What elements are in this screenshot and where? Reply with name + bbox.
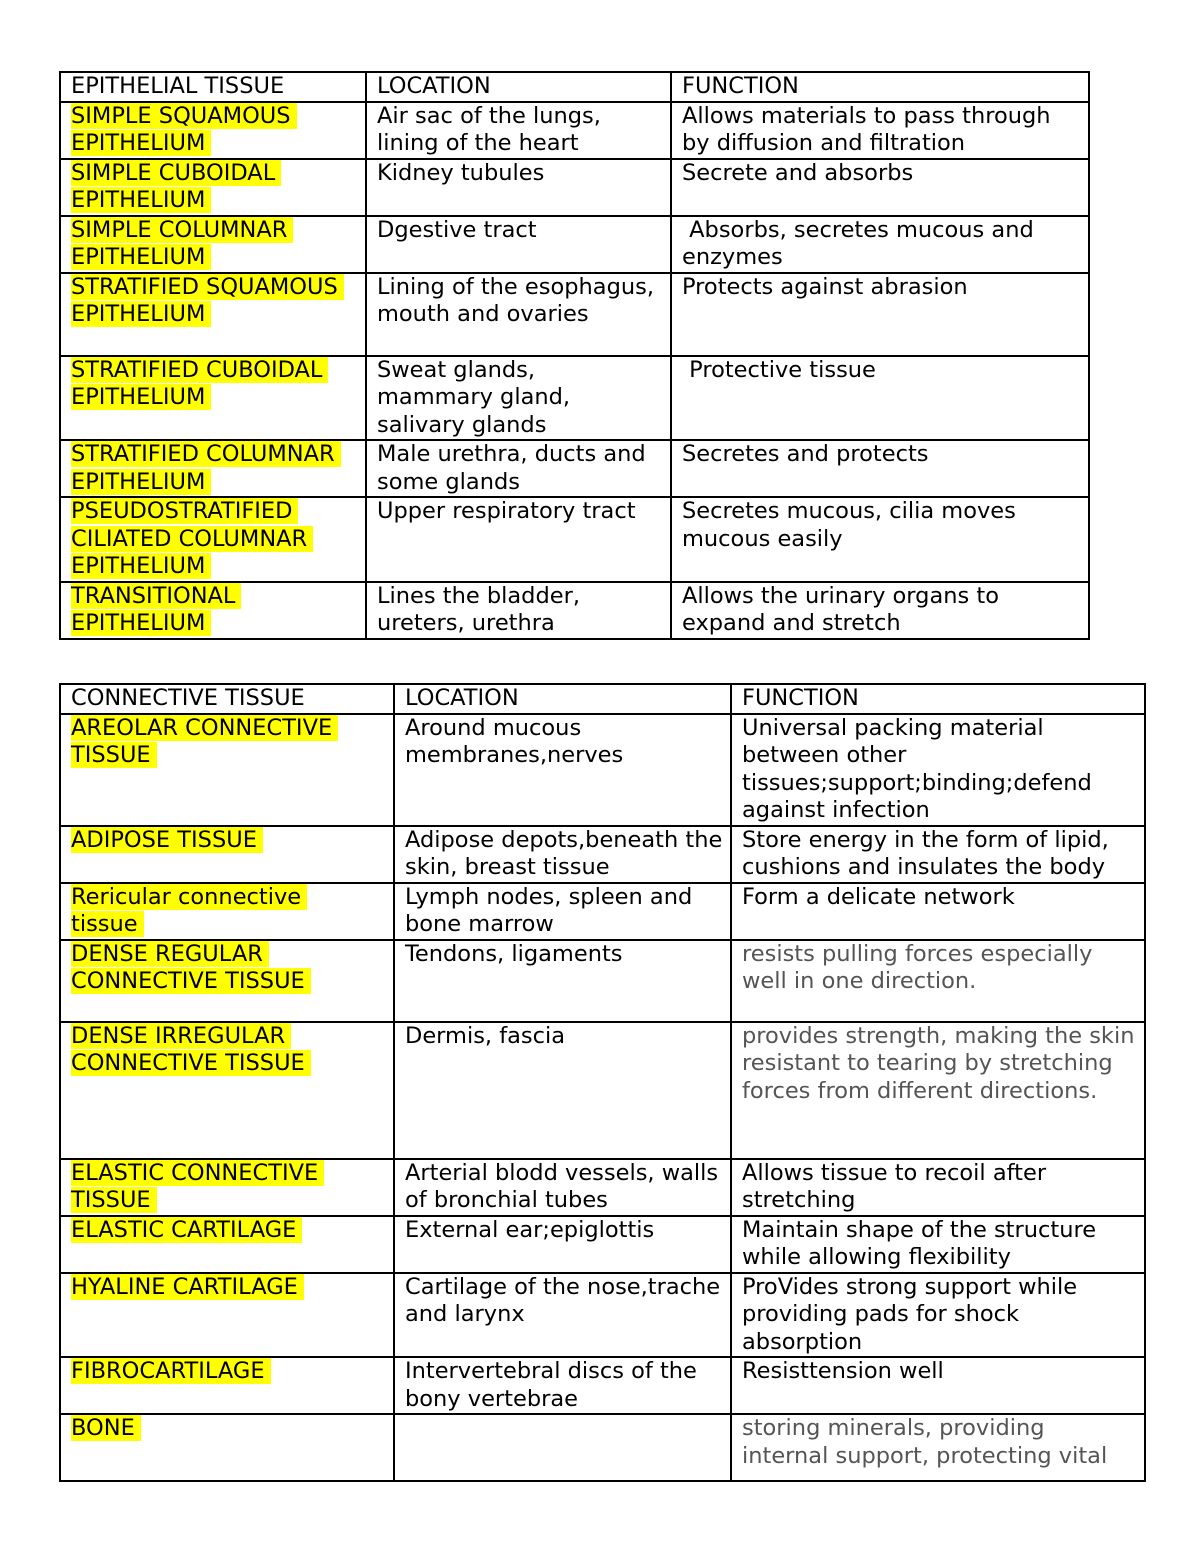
table-row <box>60 1357 1145 1414</box>
tissue-name-cell <box>60 1022 394 1159</box>
table-row <box>60 1216 1145 1273</box>
highlighted-tissue-name: STRATIFIED SQUAMOUS <box>71 274 344 300</box>
function-cell: provides strength, making the skin resistant to tearing by stretching forces from different directions. <box>731 1022 1145 1159</box>
table-row <box>60 497 1089 582</box>
table-row <box>60 1414 1145 1481</box>
table-row <box>60 356 1089 441</box>
highlighted-tissue-name: ADIPOSE TISSUE <box>71 827 263 853</box>
header-cell: LOCATION <box>394 684 731 714</box>
tissue-name-cell <box>60 1273 394 1358</box>
header-cell: FUNCTION <box>671 72 1089 102</box>
function-cell: Protects against abrasion <box>671 273 1089 356</box>
highlighted-tissue-name: TRANSITIONAL <box>71 583 241 609</box>
table-row <box>60 216 1089 273</box>
highlighted-tissue-name: SIMPLE SQUAMOUS <box>71 103 297 129</box>
location-cell: Lymph nodes, spleen and bone marrow <box>394 883 731 940</box>
highlighted-tissue-name: AREOLAR CONNECTIVE <box>71 715 338 741</box>
function-cell: Absorbs, secretes mucous and enzymes <box>671 216 1089 273</box>
highlighted-tissue-name: SIMPLE CUBOIDAL <box>71 160 281 186</box>
highlighted-tissue-name: EPITHELIUM <box>71 187 211 213</box>
tissue-name-cell <box>60 216 366 273</box>
tissue-name-cell <box>60 356 366 441</box>
tissue-name-cell <box>60 826 394 883</box>
highlighted-tissue-name: ELASTIC CARTILAGE <box>71 1217 302 1243</box>
table-row <box>60 1273 1145 1358</box>
highlighted-tissue-name: EPITHELIUM <box>71 301 211 327</box>
location-cell: Dgestive tract <box>366 216 671 273</box>
function-cell: Secretes mucous, cilia moves mucous easily <box>671 497 1089 582</box>
highlighted-tissue-name: DENSE IRREGULAR <box>71 1023 291 1049</box>
location-cell: Male urethra, ducts and some glands <box>366 440 671 497</box>
header-cell: LOCATION <box>366 72 671 102</box>
highlighted-tissue-name: FIBROCARTILAGE <box>71 1358 271 1384</box>
function-cell: Universal packing material between other tissues;support;binding;defend against infection <box>731 714 1145 826</box>
tissue-name-cell <box>60 497 366 582</box>
location-cell: Around mucous membranes,nerves <box>394 714 731 826</box>
location-cell: Intervertebral discs of the bony vertebrae <box>394 1357 731 1414</box>
header-cell: EPITHELIAL TISSUE <box>60 72 366 102</box>
function-cell: storing minerals, providing internal support, protecting vital <box>731 1414 1145 1481</box>
location-cell: Adipose depots,beneath the skin, breast tissue <box>394 826 731 883</box>
tissue-name-cell <box>60 1216 394 1273</box>
location-cell: Lining of the esophagus, mouth and ovaries <box>366 273 671 356</box>
function-cell: Maintain shape of the structure while allowing flexibility <box>731 1216 1145 1273</box>
tissue-name-cell <box>60 102 366 159</box>
function-cell: Allows tissue to recoil after stretching <box>731 1159 1145 1216</box>
function-cell: resists pulling forces especially well in one direction. <box>731 940 1145 1022</box>
location-cell: Air sac of the lungs, lining of the heart <box>366 102 671 159</box>
tissue-name-cell <box>60 714 394 826</box>
highlighted-tissue-name: DENSE REGULAR <box>71 941 269 967</box>
location-cell: Dermis, fascia <box>394 1022 731 1159</box>
table-row <box>60 883 1145 940</box>
function-cell: Form a delicate network <box>731 883 1145 940</box>
table-row <box>60 1159 1145 1216</box>
function-cell: Secrete and absorbs <box>671 159 1089 216</box>
table-row <box>60 1022 1145 1159</box>
tissue-name-cell <box>60 159 366 216</box>
table-header-row <box>60 72 1089 102</box>
table-row <box>60 826 1145 883</box>
tissue-name-cell <box>60 883 394 940</box>
highlighted-tissue-name: TISSUE <box>71 1187 157 1213</box>
location-cell: Lines the bladder, ureters, urethra <box>366 582 671 639</box>
highlighted-tissue-name: tissue <box>71 911 144 937</box>
table-row <box>60 714 1145 826</box>
location-cell: Sweat glands, mammary gland, salivary glands <box>366 356 671 441</box>
function-cell: Allows the urinary organs to expand and stretch <box>671 582 1089 639</box>
highlighted-tissue-name: BONE <box>71 1415 141 1441</box>
location-cell: Upper respiratory tract <box>366 497 671 582</box>
location-cell: Arterial blodd vessels, walls of bronchial tubes <box>394 1159 731 1216</box>
table-row <box>60 440 1089 497</box>
highlighted-tissue-name: EPITHELIUM <box>71 469 211 495</box>
highlighted-tissue-name: SIMPLE COLUMNAR <box>71 217 293 243</box>
tissue-name-cell <box>60 582 366 639</box>
function-cell: Store energy in the form of lipid, cushions and insulates the body <box>731 826 1145 883</box>
highlighted-tissue-name: PSEUDOSTRATIFIED <box>71 498 298 524</box>
highlighted-tissue-name: CONNECTIVE TISSUE <box>71 968 311 994</box>
highlighted-tissue-name: EPITHELIUM <box>71 384 211 410</box>
location-cell: Cartilage of the nose,trache and larynx <box>394 1273 731 1358</box>
tissue-name-cell <box>60 1414 394 1481</box>
function-cell: Allows materials to pass through by diffusion and filtration <box>671 102 1089 159</box>
highlighted-tissue-name: CILIATED COLUMNAR <box>71 526 313 552</box>
highlighted-tissue-name: EPITHELIUM <box>71 130 211 156</box>
tissue-name-cell <box>60 1357 394 1414</box>
header-cell: FUNCTION <box>731 684 1145 714</box>
function-cell: ProVides strong support while providing pads for shock absorption <box>731 1273 1145 1358</box>
location-cell: External ear;epiglottis <box>394 1216 731 1273</box>
epithelial-tissue-table <box>59 71 1090 640</box>
highlighted-tissue-name: TISSUE <box>71 742 157 768</box>
highlighted-tissue-name: EPITHELIUM <box>71 244 211 270</box>
highlighted-tissue-name: STRATIFIED COLUMNAR <box>71 441 341 467</box>
function-cell: Protective tissue <box>671 356 1089 441</box>
highlighted-tissue-name: CONNECTIVE TISSUE <box>71 1050 311 1076</box>
highlighted-tissue-name: ELASTIC CONNECTIVE <box>71 1160 324 1186</box>
tissue-name-cell <box>60 273 366 356</box>
function-cell: Resisttension well <box>731 1357 1145 1414</box>
header-cell: CONNECTIVE TISSUE <box>60 684 394 714</box>
highlighted-tissue-name: EPITHELIUM <box>71 553 211 579</box>
location-cell <box>394 1414 731 1481</box>
table-row <box>60 102 1089 159</box>
location-cell: Tendons, ligaments <box>394 940 731 1022</box>
table-row <box>60 159 1089 216</box>
table-header-row <box>60 684 1145 714</box>
highlighted-tissue-name: STRATIFIED CUBOIDAL <box>71 357 328 383</box>
table-row <box>60 940 1145 1022</box>
highlighted-tissue-name: EPITHELIUM <box>71 610 211 636</box>
tissue-name-cell <box>60 440 366 497</box>
function-cell: Secretes and protects <box>671 440 1089 497</box>
location-cell: Kidney tubules <box>366 159 671 216</box>
highlighted-tissue-name: HYALINE CARTILAGE <box>71 1274 304 1300</box>
table-row <box>60 582 1089 639</box>
connective-tissue-table <box>59 683 1146 1482</box>
highlighted-tissue-name: Rericular connective <box>71 884 307 910</box>
table-row <box>60 273 1089 356</box>
tissue-name-cell <box>60 940 394 1022</box>
tissue-name-cell <box>60 1159 394 1216</box>
